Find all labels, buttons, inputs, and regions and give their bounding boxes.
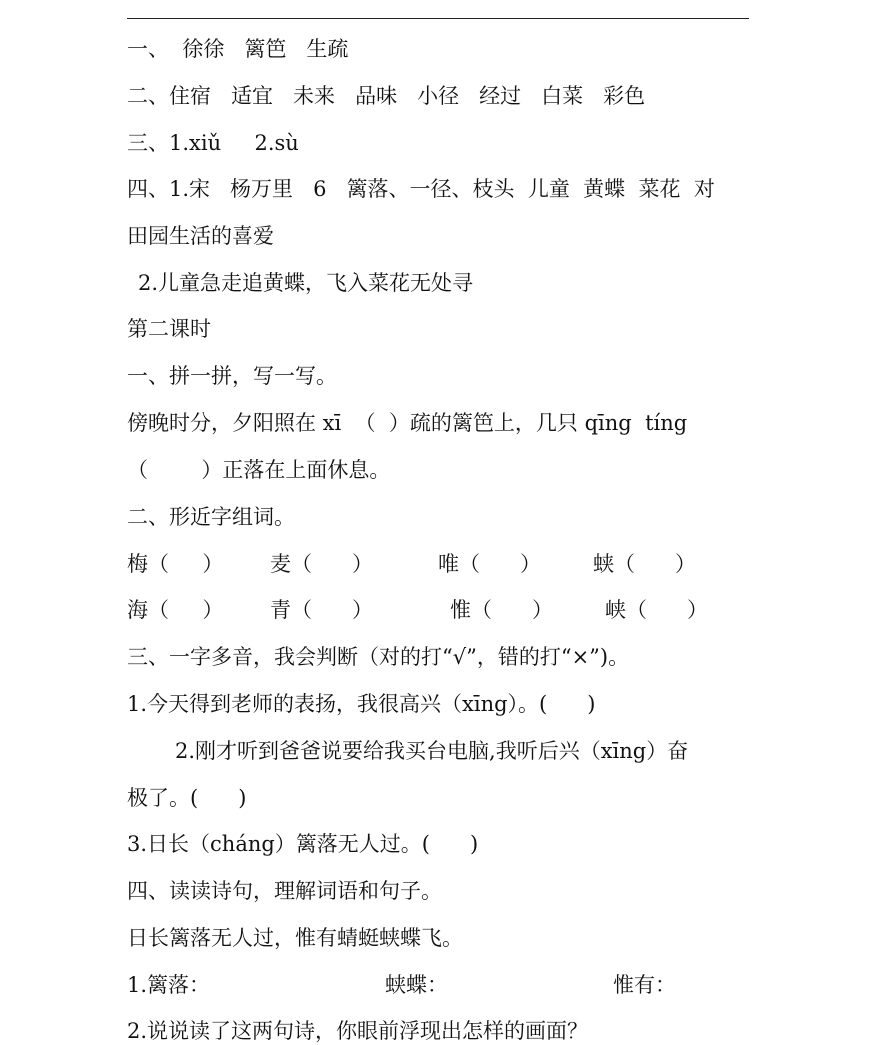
answer-line-6: 2.儿童急走追黄蝶，飞入菜花无处寻	[138, 271, 474, 295]
word-group-item: 青（ ）	[270, 598, 374, 622]
question-1-heading: 一、拼一拼，写一写。	[127, 364, 337, 388]
section-title: 第二课时	[127, 317, 211, 341]
blank-item: 1.篱落：	[127, 973, 211, 997]
word-group-item: 唯（ ）	[438, 552, 542, 576]
poem-line: 日长篱落无人过，惟有蜻蜓蛱蝶飞。	[127, 926, 463, 950]
word-group-item: 惟（ ）	[450, 598, 554, 622]
question-4-item-2: 2.说说读了这两句诗，你眼前浮现出怎样的画面？	[127, 1019, 589, 1043]
question-1-text: 傍晚时分，夕阳照在 xī （ ）疏的篱笆上，几只 qīng tíng	[127, 411, 688, 435]
word-group-item: 海（ ）	[127, 598, 224, 622]
word-group-item: 麦（ ）	[270, 552, 374, 576]
answer-line-1: 一、 徐徐 篱笆 生疏	[127, 37, 349, 61]
question-3-heading: 三、一字多音，我会判断（对的打“√”，错的打“×”)。	[127, 645, 630, 669]
question-2-heading: 二、形近字组词。	[127, 505, 295, 529]
question-4-heading: 四、读读诗句，理解词语和句子。	[127, 879, 442, 903]
question-1-text-cont: （ ）正落在上面休息。	[127, 458, 391, 482]
answer-line-4: 四、1.宋 杨万里 6 篱落、一径、枝头 儿童 黄蝶 菜花 对	[127, 177, 715, 201]
word-group-item: 峡（ ）	[605, 598, 709, 622]
question-3-item-1: 1.今天得到老师的表扬，我很高兴（xīng）。( )	[127, 692, 596, 716]
blank-item: 惟有：	[613, 973, 676, 997]
word-group-item: 梅（ ）	[127, 552, 224, 576]
answer-line-2: 二、住宿 适宜 未来 品味 小径 经过 白菜 彩色	[127, 84, 646, 108]
question-3-item-3: 3.日长（cháng）篱落无人过。( )	[127, 832, 479, 856]
answer-line-5: 田园生活的喜爱	[127, 224, 274, 248]
header-rule	[127, 18, 749, 19]
blank-item: 蛱蝶：	[385, 973, 448, 997]
question-3-item-2: 2.刚才听到爸爸说要给我买台电脑,我听后兴（xīng）奋	[175, 739, 689, 763]
word-group-item: 蛱（ ）	[593, 552, 697, 576]
question-3-item-2-cont: 极了。( )	[127, 786, 247, 810]
answer-line-3: 三、1.xiǔ 2.sù	[127, 131, 299, 155]
